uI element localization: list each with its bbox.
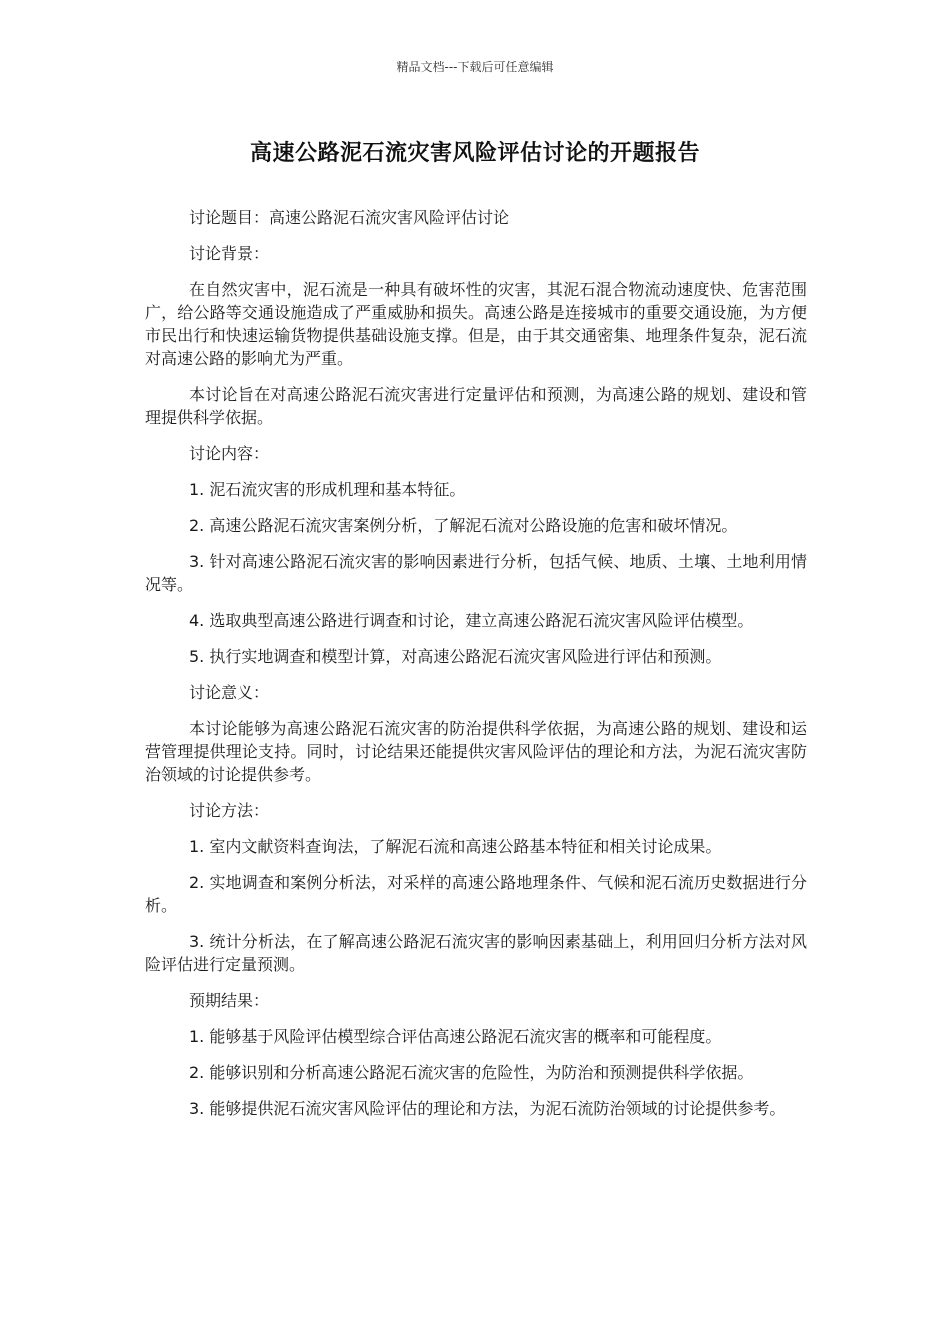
document-body (145, 206, 807, 1133)
result-item-1: 1. 能够基于风险评估模型综合评估高速公路泥石流灾害的概率和可能程度。 (189, 1027, 722, 1046)
method-item-2: 2. 实地调查和案例分析法，对采样的高速公路地理条件、气候和泥石流历史数据进行分析。 (145, 873, 807, 915)
background-paragraph: 在自然灾害中，泥石流是一种具有破坏性的灾害，其泥石混合物流动速度快、危害范围广，给公路等交通设施造成了严重威胁和损失。高速公路是连接城市的重要交通设施，为方便市民出行和快速运输货物提供基础设施支撑。但是，由于其交通密集、地理条件复杂，泥石流对高速公路的影响尤为严重。 (145, 280, 807, 368)
content-item-1: 1. 泥石流灾害的形成机理和基本特征。 (189, 480, 466, 499)
content-item-4: 4. 选取典型高速公路进行调查和讨论，建立高速公路泥石流灾害风险评估模型。 (189, 611, 754, 630)
header-note: 精品文档---下载后可任意编辑 (396, 60, 554, 74)
content-item-2: 2. 高速公路泥石流灾害案例分析，了解泥石流对公路设施的危害和破坏情况。 (189, 516, 738, 535)
result-item-2: 2. 能够识别和分析高速公路泥石流灾害的危险性，为防治和预测提供科学依据。 (189, 1063, 754, 1082)
content-item-5: 5. 执行实地调查和模型计算，对高速公路泥石流灾害风险进行评估和预测。 (189, 647, 722, 666)
method-item-1: 1. 室内文献资料查询法，了解泥石流和高速公路基本特征和相关讨论成果。 (189, 837, 722, 856)
section-heading-background: 讨论背景： (189, 244, 270, 263)
topic-line: 讨论题目：高速公路泥石流灾害风险评估讨论 (189, 208, 510, 227)
content-item-3: 3. 针对高速公路泥石流灾害的影响因素进行分析，包括气候、地质、土壤、土地利用情况等。 (145, 552, 807, 594)
result-item-3: 3. 能够提供泥石流灾害风险评估的理论和方法，为泥石流防治领域的讨论提供参考。 (189, 1099, 786, 1118)
method-item-3: 3. 统计分析法，在了解高速公路泥石流灾害的影响因素基础上，利用回归分析方法对风险评估进行定量预测。 (145, 932, 807, 974)
purpose-paragraph: 本讨论旨在对高速公路泥石流灾害进行定量评估和预测，为高速公路的规划、建设和管理提供科学依据。 (145, 385, 807, 427)
section-heading-expected-results: 预期结果： (189, 991, 270, 1010)
section-heading-methods: 讨论方法： (189, 801, 270, 820)
section-heading-content: 讨论内容： (189, 444, 270, 463)
document-title: 高速公路泥石流灾害风险评估讨论的开题报告 (249, 141, 700, 166)
significance-paragraph: 本讨论能够为高速公路泥石流灾害的防治提供科学依据，为高速公路的规划、建设和运营管理提供理论支持。同时，讨论结果还能提供灾害风险评估的理论和方法，为泥石流灾害防治领域的讨论提供参考。 (145, 719, 807, 784)
section-heading-significance: 讨论意义： (189, 683, 270, 702)
